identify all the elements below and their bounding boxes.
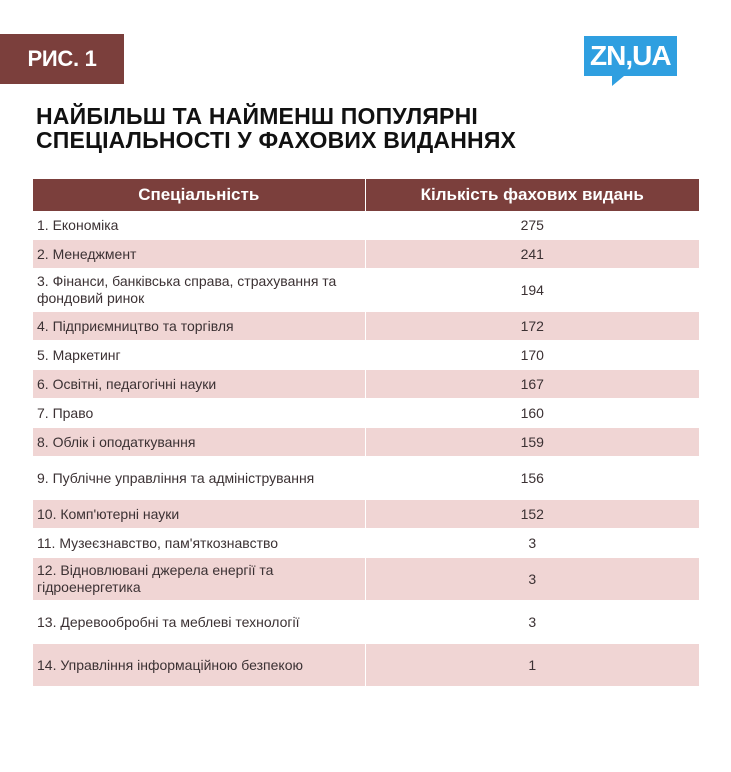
row-value: 275 (365, 211, 699, 240)
table-row (33, 370, 699, 399)
row-label: 8. Облік і оподаткування (33, 428, 365, 457)
row-label: 3. Фінанси, банківська справа, страхування та фондовий ринок (33, 269, 365, 312)
row-value: 167 (365, 370, 699, 399)
row-label: 6. Освітні, педагогічні науки (33, 370, 365, 399)
table-row (33, 399, 699, 428)
row-value: 156 (365, 457, 699, 500)
table-row (33, 211, 699, 240)
table-row (33, 240, 699, 269)
row-label: 2. Менеджмент (33, 240, 365, 269)
title-line-1: НАЙБІЛЬШ ТА НАЙМЕНШ ПОПУЛЯРНІ (36, 103, 479, 129)
row-label: 4. Підприємництво та торгівля (33, 312, 365, 341)
table-row (33, 500, 699, 529)
row-value: 152 (365, 500, 699, 529)
table-row (33, 312, 699, 341)
table-row (33, 428, 699, 457)
row-label: 1. Економіка (33, 211, 365, 240)
row-value: 3 (365, 558, 699, 601)
table-row (33, 269, 699, 312)
row-value: 3 (365, 529, 699, 558)
table-row (33, 644, 699, 687)
row-value: 170 (365, 341, 699, 370)
row-label: 9. Публічне управління та адміністрування (33, 457, 365, 500)
page-title (36, 104, 686, 152)
title-line-2: СПЕЦІАЛЬНОСТІ У ФАХОВИХ ВИДАННЯХ (36, 127, 517, 153)
data-table (33, 179, 699, 687)
table-row (33, 341, 699, 370)
row-label: 5. Маркетинг (33, 341, 365, 370)
zn-ua-logo (584, 36, 677, 76)
row-label: 10. Комп'ютерні науки (33, 500, 365, 529)
row-value: 1 (365, 644, 699, 687)
table-row (33, 529, 699, 558)
row-value: 159 (365, 428, 699, 457)
row-label: 7. Право (33, 399, 365, 428)
row-value: 194 (365, 269, 699, 312)
column-header-specialty: Спеціальність (33, 179, 365, 211)
row-label: 11. Музеєзнавство, пам'яткознавство (33, 529, 365, 558)
row-value: 241 (365, 240, 699, 269)
table-row (33, 457, 699, 500)
row-label: 14. Управління інформаційною безпекою (33, 644, 365, 687)
logo-text: ZN,UA (590, 40, 671, 71)
column-header-count: Кількість фахових видань (365, 179, 699, 211)
table-header-row (33, 179, 699, 211)
table-row (33, 601, 699, 644)
row-label: 13. Деревообробні та меблеві технології (33, 601, 365, 644)
figure-label: РИС. 1 (0, 34, 124, 84)
table-row (33, 558, 699, 601)
row-label: 12. Відновлювані джерела енергії та гідроенергетика (33, 558, 365, 601)
row-value: 3 (365, 601, 699, 644)
row-value: 160 (365, 399, 699, 428)
row-value: 172 (365, 312, 699, 341)
logo-speech-tail (612, 76, 624, 86)
